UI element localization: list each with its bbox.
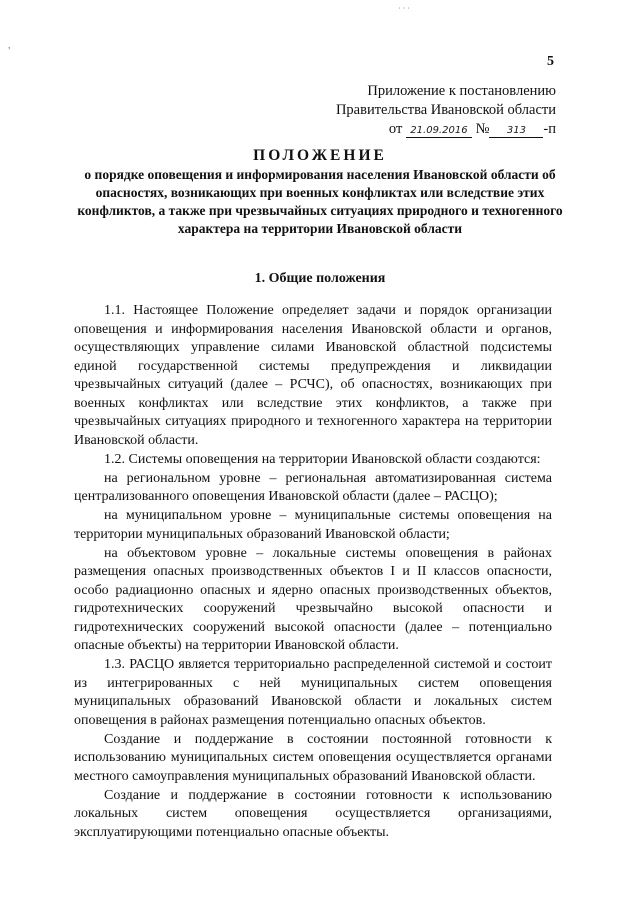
number-value: 313 xyxy=(506,125,526,136)
approval-block xyxy=(336,82,556,139)
approval-line-1: Приложение к постановлению xyxy=(367,83,556,99)
paragraph-1-2: 1.2. Системы оповещения на территории Ивановской области создаются: xyxy=(104,451,541,467)
date-blank xyxy=(406,123,472,138)
paragraph-1-3: 1.3. РАСЦО является территориально распределенной системой и состоит из интегрированных с ней муниципальных систем оповещения муниципальных образований Ивановской области и локальных систем оповещения в районах размещения потенциально опасных объектов. xyxy=(74,657,552,728)
section-heading: 1. Общие положения xyxy=(254,271,386,286)
scan-speck: , xyxy=(8,40,11,51)
paragraph-municipal-level: на муниципальном уровне – муниципальные системы оповещения на территории муниципальных образований Ивановской области; xyxy=(74,508,552,542)
document-body xyxy=(74,302,552,843)
paragraph-object-level: на объектовом уровне – локальные системы оповещения в районах размещения опасных производственных объектов I и II классов опасности, особо радиационно опасных и ядерно опасных производственных объектов, гидротехнических сооружений чрезвычайно высокой опасности и гидротехнических сооружений высокой опасности (далее – потенциально опасные объекты) на территории Ивановской области. xyxy=(74,545,552,653)
number-suffix: -п xyxy=(543,121,556,137)
paragraph-municipal-readiness: Создание и поддержание в состоянии постоянной готовности к использованию муниципальных систем оповещения осуществляется органами местного самоуправления муниципальных образований Ивановской области. xyxy=(74,731,552,784)
document-subtitle: о порядке оповещения и информирования населения Ивановской области об опасностях, возникающих при военных конфликтах или вследствие этих конфликтов, а также при чрезвычайных ситуациях природного и техногенного характера на территории Ивановской области xyxy=(77,167,563,236)
paragraph-1-1: 1.1. Настоящее Положение определяет задачи и порядок организации оповещения и информирования населения Ивановской области и органов, осуществляющих управление силами Ивановской областной подсистемы единой государственной системы предупреждения и ликвидации чрезвычайных ситуаций (далее – РСЧС), об опасностях, возникающих при военных конфликтах или вследствие этих конфликтов, а также при чрезвычайных ситуациях природного и техногенного характера на территории Ивановской области. xyxy=(74,303,552,448)
date-value: 21.09.2016 xyxy=(410,125,468,136)
number-prefix: № xyxy=(475,121,490,137)
approval-date-line xyxy=(336,120,556,139)
paragraph-regional-level: на региональном уровне – региональная автоматизированная система централизованного оповещения Ивановской области (далее – РАСЦО); xyxy=(74,470,552,504)
paragraph-local-readiness: Создание и поддержание в состоянии готовности к использованию локальных систем оповещения осуществляется организациями, эксплуатирующими потенциально опасные объекты. xyxy=(74,787,552,840)
document-title-block xyxy=(70,147,570,238)
document-title: ПОЛОЖЕНИЕ xyxy=(253,147,387,164)
approval-line-2: Правительства Ивановской области xyxy=(335,102,556,118)
scan-speck: · · · xyxy=(398,4,410,13)
number-blank xyxy=(489,123,543,138)
page-number: 5 xyxy=(547,54,554,69)
date-prefix: от xyxy=(388,121,403,137)
